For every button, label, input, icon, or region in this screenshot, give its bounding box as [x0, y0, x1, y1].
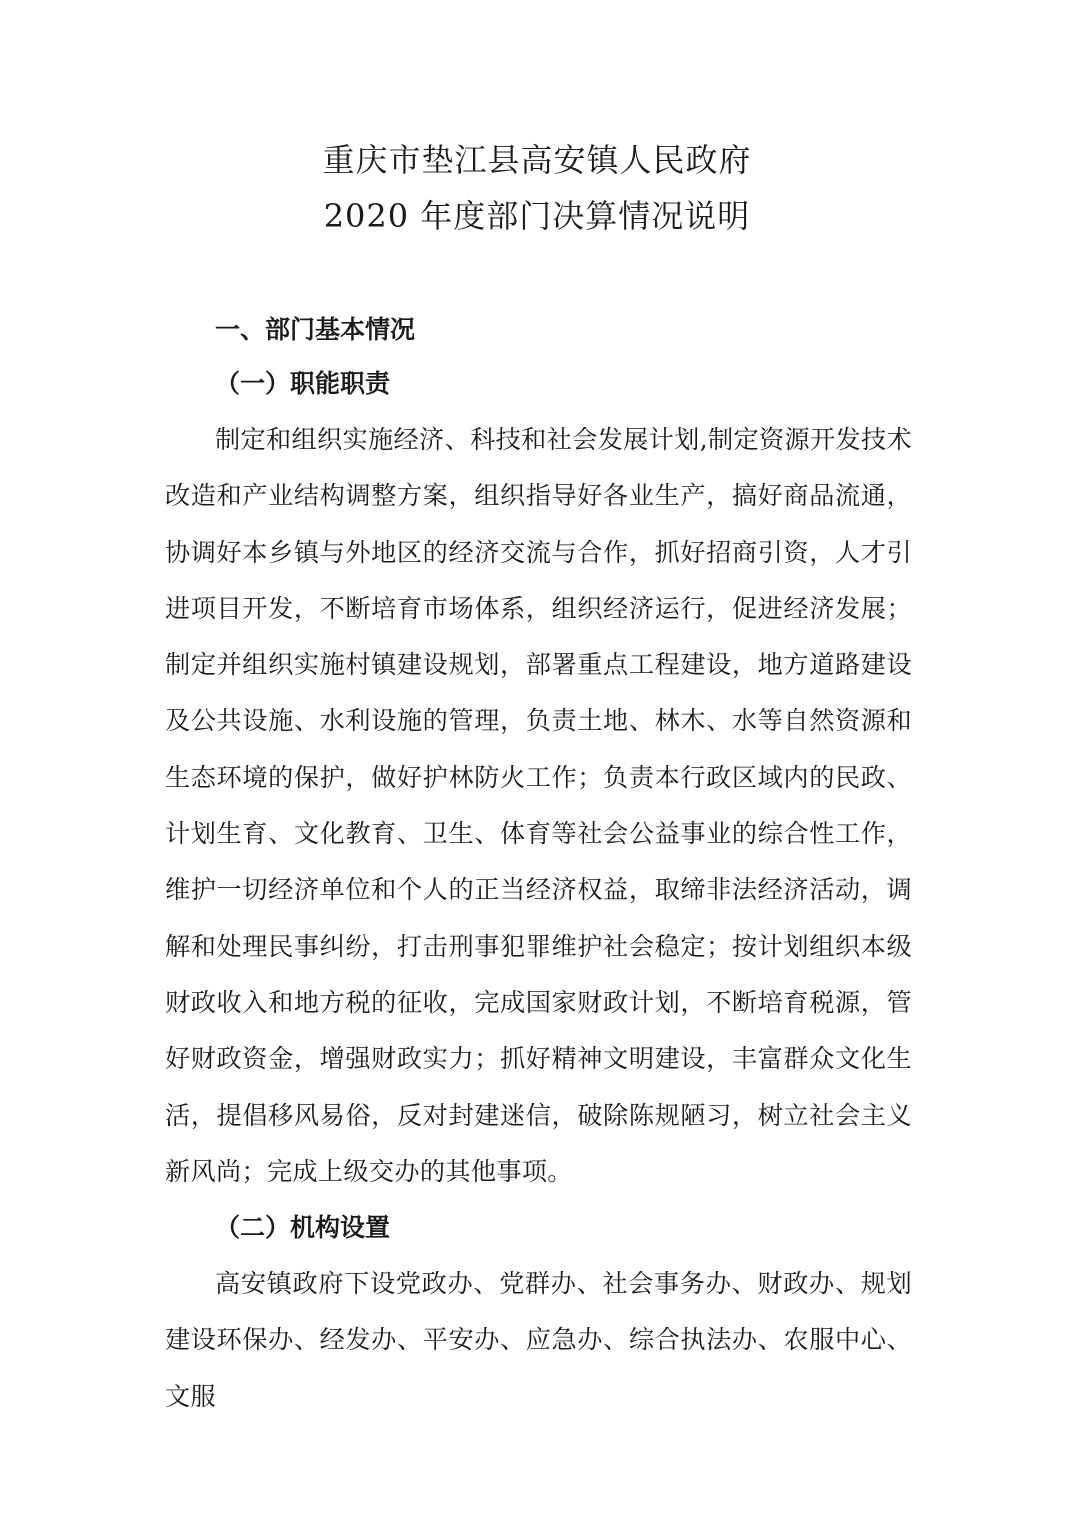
subsection-heading-duties: （一）职能职责 — [215, 369, 391, 398]
organization-paragraph: 高安镇政府下设党政办、党群办、社会事务办、财政办、规划建设环保办、经发办、平安办、应急办、综合执法办、农服中心、文服 — [165, 1269, 912, 1411]
section-heading-basic-info: 一、部门基本情况 — [215, 315, 416, 344]
subsection-heading-organization: （二）机构设置 — [215, 1213, 391, 1242]
document-title-line2: 2020 年度部门决算情况说明 — [323, 197, 751, 235]
document-title-line1: 重庆市垫江县高安镇人民政府 — [322, 141, 752, 179]
duties-paragraph: 制定和组织实施经济、科技和社会发展计划,制定资源开发技术改造和产业结构调整方案，组织指导好各业生产，搞好商品流通，协调好本乡镇与外地区的经济交流与合作，抓好招商引资，人才引进项目开发，不断培育市场体系，组织经济运行，促进经济发展；制定并组织实施村镇建设规划，部署重点工程建设，地方道路建设及公共设施、水利设施的管理，负责土地、林木、水等自然资源和生态环境的保护，做好护林防火工作；负责本行政区域内的民政、计划生育、文化教育、卫生、体育等社会公益事业的综合性工作，维护一切经济单位和个人的正当经济权益，取缔非法经济活动，调解和处理民事纠纷，打击刑事犯罪维护社会稳定；按计划组织本级财政收入和地方税的征收，完成国家财政计划，不断培育税源，管好财政资金，增强财政实力；抓好精神文明建设，丰富群众文化生活，提倡移风易俗，反对封建迷信，破除陈规陋习，树立社会主义新风尚；完成上级交办的其他事项。 — [165, 425, 912, 1186]
